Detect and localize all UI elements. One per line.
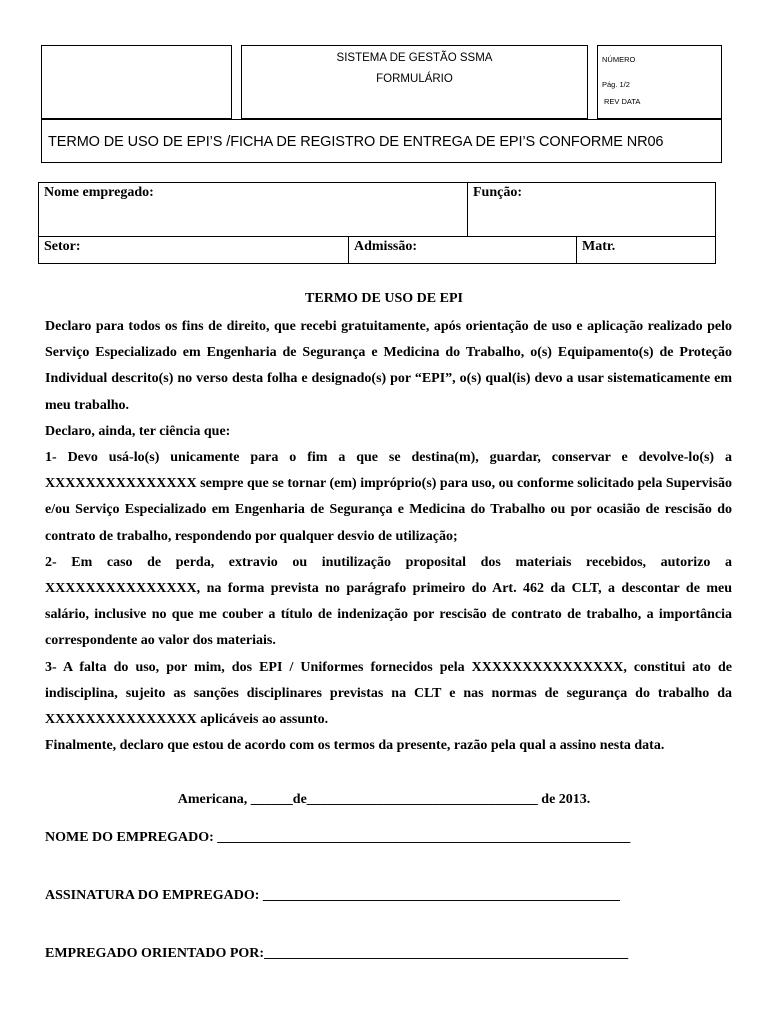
sector-field[interactable] — [38, 236, 349, 264]
oriented-by-line[interactable]: EMPREGADO ORIENTADO POR:____________________________________________________ — [45, 946, 629, 961]
system-header-box — [241, 45, 588, 119]
rev-data-label: REV DATA — [604, 97, 641, 106]
function-label: Função: — [473, 185, 522, 200]
paragraph-awareness: Declaro, ainda, ter ciência que: — [45, 423, 231, 439]
term-body — [45, 314, 732, 759]
date-line[interactable]: Americana, ______de_________________________________ de 2013. — [177, 792, 591, 807]
page-number: Pág. 1/2 — [602, 80, 630, 89]
system-name: SISTEMA DE GESTÃO SSMA — [336, 52, 493, 64]
function-field[interactable] — [467, 182, 716, 237]
employee-name-field[interactable] — [38, 182, 468, 237]
paragraph-clause-1: 1- Devo usá-lo(s) unicamente para o fim a que se destina(m), guardar, conservar e devolve-lo(s) a XXXXXXXXXXXXXXX sempre que se tornar (em) impróprio(s) para uso, ou conforme solicitado pela Supervisão e/ou Serviço Especializado em Engenharia de Segurança e Medicina do Trabalho ou por ocasião de rescisão do contrato de trabalho, respondendo por qualquer desvio de utilização; — [45, 450, 732, 544]
sector-label: Setor: — [44, 239, 81, 254]
form-type: FORMULÁRIO — [376, 73, 453, 85]
registration-field[interactable] — [576, 236, 716, 264]
paragraph-clause-2: 2- Em caso de perda, extravio ou inutilização proposital dos materiais recebidos, autorizo a XXXXXXXXXXXXXXX, na forma prevista no parágrafo primeiro do Art. 462 da CLT, a descontar de meu salário, inclusive no que me couber a título de indenização por rescisão de contrato de trabalho, a importância correspondente ao valor dos materiais. — [45, 554, 732, 649]
employee-signature-line[interactable]: ASSINATURA DO EMPREGADO: ___________________________________________________ — [45, 888, 620, 903]
employee-name-label: Nome empregado: — [44, 185, 154, 200]
document-info-box — [597, 45, 722, 119]
term-title: TERMO DE USO DE EPI — [305, 291, 463, 306]
admission-label: Admissão: — [354, 239, 418, 254]
document-title: TERMO DE USO DE EPI’S /FICHA DE REGISTRO DE ENTREGA DE EPI’S CONFORME NR06 — [48, 134, 664, 150]
numero-label: NÚMERO — [602, 55, 636, 64]
employee-name-line[interactable]: NOME DO EMPREGADO: ___________________________________________________________ — [45, 830, 631, 845]
paragraph-clause-3: 3- A falta do uso, por mim, dos EPI / Uniformes fornecidos pela XXXXXXXXXXXXXXX, constitui ato de indisciplina, sujeito as sanções disciplinares previstas na CLT e nas normas de segurança do trabalho da XXXXXXXXXXXXXXX aplicáveis ao assunto. — [45, 659, 732, 728]
registration-label: Matr. — [582, 239, 616, 254]
logo-box — [41, 45, 232, 119]
admission-field[interactable] — [348, 236, 577, 264]
paragraph-final: Finalmente, declaro que estou de acordo com os termos da presente, razão pela qual a assino nesta data. — [45, 738, 665, 754]
paragraph-declaration: Declaro para todos os fins de direito, que recebi gratuitamente, após orientação de uso e aplicação realizado pelo Serviço Especializado em Engenharia de Segurança e Medicina do Trabalho, o(s) Equipamento(s) de Proteção Individual descrito(s) no verso desta folha e designado(s) por “EPI”, o(s) qual(is) devo a usar sistematicamente em meu trabalho. — [45, 319, 732, 413]
document-title-box — [41, 119, 722, 163]
